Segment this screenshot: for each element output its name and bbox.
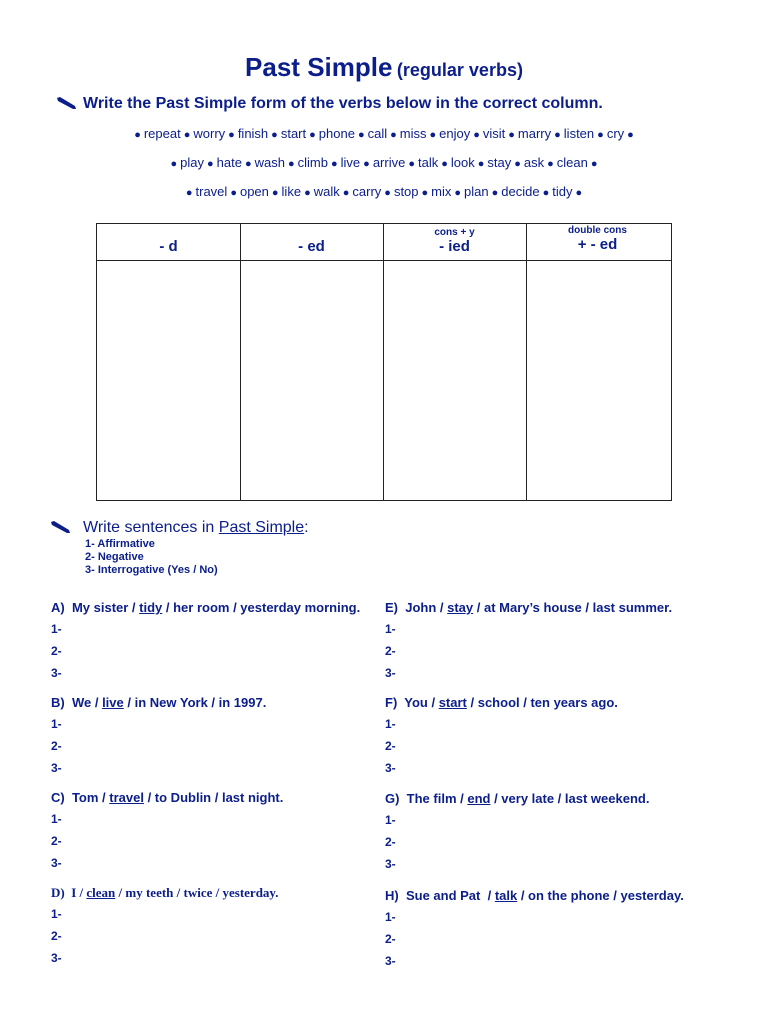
answer-number: 2-	[51, 644, 62, 658]
sentence-letter: C)	[51, 790, 72, 805]
bullet-icon: ●	[575, 187, 583, 199]
answer-number: 3-	[51, 761, 62, 775]
answer-number: 2-	[385, 739, 396, 753]
answer-number: 1-	[51, 717, 62, 731]
sentence-prompt	[51, 600, 360, 615]
column-divider	[383, 224, 384, 500]
answer-number: 3-	[385, 761, 396, 775]
title-sub: (regular verbs)	[396, 60, 523, 80]
sentence-letter: D)	[51, 885, 72, 900]
answer-number: 1-	[385, 813, 396, 827]
sentence-subject: My sister /	[71, 600, 140, 615]
column-header-label: - ied	[439, 238, 470, 255]
verb-word: travel	[195, 184, 228, 199]
sentence-prompt	[385, 600, 672, 615]
bullet-icon: ●	[429, 129, 437, 141]
verb-word: play	[180, 155, 204, 170]
sentence-rest: / her room / yesterday morning.	[162, 600, 361, 615]
answer-number: 2-	[385, 835, 396, 849]
column-header-label: - d	[159, 238, 178, 255]
bullet-icon: ●	[454, 187, 462, 199]
verb-word: cry	[606, 126, 625, 141]
sentence-prompt	[51, 790, 283, 805]
answer-number: 3-	[51, 856, 62, 870]
sentence-prompt	[385, 791, 649, 806]
table-header-divider	[97, 260, 671, 261]
sentence-verb: travel	[109, 790, 144, 805]
verb-word: decide	[501, 184, 540, 199]
answer-number: 1-	[51, 812, 62, 826]
sentence-rest: / on the phone / yesterday.	[517, 888, 684, 903]
verb-list-line-3	[0, 184, 768, 199]
verb-word: marry	[517, 126, 552, 141]
column-header-label: + - ed	[577, 236, 618, 253]
bullet-icon: ●	[477, 158, 485, 170]
instruction-tense: Past Simple	[218, 519, 305, 536]
sentence-prompt	[51, 885, 278, 901]
sentence-verb: stay	[447, 600, 474, 615]
sentence-verb: clean	[86, 885, 116, 900]
bullet-icon: ●	[170, 158, 178, 170]
answer-number: 2-	[51, 739, 62, 753]
title-main: Past Simple	[245, 52, 393, 82]
bullet-icon: ●	[357, 129, 365, 141]
answer-number: 1-	[385, 622, 396, 636]
column-header-ed	[240, 224, 383, 260]
answer-number: 2-	[385, 644, 396, 658]
answer-number: 2-	[51, 834, 62, 848]
verb-word: visit	[482, 126, 506, 141]
instruction-sentences	[83, 519, 309, 537]
sentence-subject: I /	[71, 885, 87, 900]
verb-word: repeat	[143, 126, 181, 141]
sentence-letter: G)	[385, 791, 407, 806]
sentence-verb: live	[102, 695, 124, 710]
sentence-letter: A)	[51, 600, 72, 615]
step-affirmative: 1- Affirmative	[85, 538, 155, 550]
bullet-icon: ●	[185, 187, 193, 199]
bullet-icon: ●	[473, 129, 480, 141]
sentence-subject: The film /	[406, 791, 468, 806]
bullet-icon: ●	[230, 187, 237, 199]
bullet-icon: ●	[342, 187, 350, 199]
bullet-icon: ●	[287, 158, 295, 170]
verb-word: walk	[313, 184, 340, 199]
sentence-verb: talk	[494, 888, 518, 903]
bullet-icon: ●	[542, 187, 550, 199]
answer-number: 1-	[385, 717, 396, 731]
sentence-subject: We /	[71, 695, 103, 710]
verb-word: open	[239, 184, 269, 199]
sentence-subject: You /	[404, 695, 439, 710]
step-interrogative: 3- Interrogative (Yes / No)	[85, 564, 218, 576]
column-header-d	[97, 224, 240, 260]
instruction-text: Write sentences in	[83, 519, 219, 536]
pencil-icon	[50, 521, 72, 535]
sentence-prompt	[385, 888, 684, 903]
verb-word: live	[340, 155, 361, 170]
instruction-colon: :	[304, 519, 309, 536]
verb-list-line-2	[0, 155, 768, 170]
bullet-icon: ●	[408, 158, 415, 170]
answer-number: 1-	[51, 907, 62, 921]
verb-word: plan	[464, 184, 489, 199]
bullet-icon: ●	[597, 129, 604, 141]
bullet-icon: ●	[384, 187, 391, 199]
column-divider	[526, 224, 527, 500]
sentence-prompt	[385, 695, 618, 710]
verb-word: miss	[399, 126, 427, 141]
verb-word: carry	[352, 184, 382, 199]
bullet-icon: ●	[491, 187, 499, 199]
verb-word: enjoy	[439, 126, 471, 141]
answer-number: 3-	[51, 951, 62, 965]
bullet-icon: ●	[508, 129, 515, 141]
sentence-rest: / at Mary’s house / last summer.	[473, 600, 673, 615]
sentence-letter: B)	[51, 695, 72, 710]
step-negative: 2- Negative	[85, 551, 144, 563]
bullet-icon: ●	[363, 158, 370, 170]
instruction-columns: Write the Past Simple form of the verbs below in the correct column.	[83, 95, 603, 112]
sentence-subject: Tom /	[71, 790, 110, 805]
answer-number: 2-	[51, 929, 62, 943]
verb-word: like	[281, 184, 302, 199]
verb-word: clean	[556, 155, 588, 170]
verb-word: hate	[216, 155, 242, 170]
sentence-subject: Sue and Pat /	[405, 888, 495, 903]
verb-list-line-1	[0, 126, 768, 141]
answer-number: 1-	[51, 622, 62, 636]
answer-number: 1-	[385, 910, 396, 924]
verb-word: stop	[393, 184, 419, 199]
bullet-icon: ●	[330, 158, 338, 170]
verb-word: worry	[193, 126, 226, 141]
sentence-prompt	[51, 695, 266, 710]
answer-number: 2-	[385, 932, 396, 946]
answer-number: 3-	[51, 666, 62, 680]
bullet-icon: ●	[514, 158, 521, 170]
bullet-icon: ●	[421, 187, 429, 199]
column-header-rule: cons + y	[434, 227, 475, 238]
bullet-icon: ●	[228, 129, 235, 141]
sentence-letter: E)	[385, 600, 406, 615]
bullet-icon: ●	[441, 158, 448, 170]
sentence-rest: / to Dublin / last night.	[143, 790, 284, 805]
sentence-rest: / school / ten years ago.	[466, 695, 618, 710]
column-header-double	[526, 224, 669, 260]
verb-word: wash	[254, 155, 285, 170]
column-header-rule: double cons	[568, 225, 627, 236]
verb-word: phone	[318, 126, 355, 141]
verb-word: ask	[523, 155, 545, 170]
sentence-rest: / my teeth / twice / yesterday.	[115, 885, 279, 900]
answer-number: 3-	[385, 954, 396, 968]
verb-word: arrive	[372, 155, 406, 170]
sentence-letter: F)	[385, 695, 405, 710]
verb-word: talk	[417, 155, 439, 170]
bullet-icon: ●	[390, 129, 397, 141]
verb-word: finish	[237, 126, 269, 141]
answer-number: 3-	[385, 666, 396, 680]
bullet-icon: ●	[207, 158, 214, 170]
sentence-subject: John /	[405, 600, 448, 615]
bullet-icon: ●	[271, 129, 278, 141]
bullet-icon: ●	[244, 158, 252, 170]
verb-word: climb	[297, 155, 328, 170]
verb-word: start	[280, 126, 307, 141]
bullet-icon: ●	[547, 158, 554, 170]
sentence-verb: start	[438, 695, 467, 710]
verb-word: tidy	[552, 184, 573, 199]
bullet-icon: ●	[304, 187, 311, 199]
verb-word: look	[450, 155, 475, 170]
bullet-icon: ●	[554, 129, 561, 141]
bullet-icon: ●	[590, 158, 598, 170]
column-header-ied	[383, 224, 526, 260]
bullet-icon: ●	[134, 129, 141, 141]
sentence-verb: tidy	[139, 600, 163, 615]
verb-word: mix	[431, 184, 452, 199]
bullet-icon: ●	[309, 129, 316, 141]
verb-word: listen	[563, 126, 595, 141]
column-header-label: - ed	[298, 238, 325, 255]
steps-list	[85, 538, 218, 577]
verb-word: call	[367, 126, 388, 141]
sentence-verb: end	[467, 791, 491, 806]
column-divider	[240, 224, 241, 500]
answer-number: 3-	[385, 857, 396, 871]
page-title	[0, 52, 768, 83]
sentence-rest: / in New York / in 1997.	[123, 695, 267, 710]
verb-word: stay	[487, 155, 512, 170]
pencil-icon	[56, 97, 78, 111]
bullet-icon: ●	[183, 129, 191, 141]
verb-columns-table	[96, 223, 672, 501]
sentence-letter: H)	[385, 888, 406, 903]
bullet-icon: ●	[627, 129, 634, 141]
bullet-icon: ●	[271, 187, 279, 199]
sentence-rest: / very late / last weekend.	[490, 791, 650, 806]
